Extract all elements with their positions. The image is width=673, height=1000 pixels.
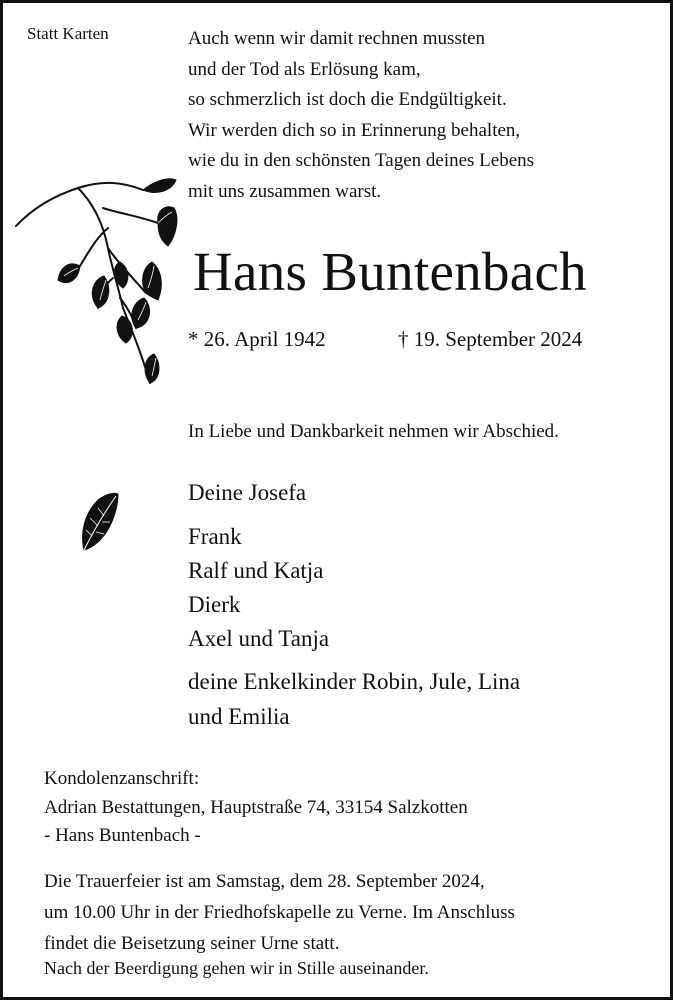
death-date: † 19. September 2024	[398, 327, 583, 351]
family-children	[188, 520, 329, 656]
family-spouse: Deine Josefa	[188, 480, 307, 505]
family-child: Frank	[188, 524, 242, 549]
birch-branch-icon	[8, 168, 183, 418]
poem-line: so schmerzlich ist doch die Endgültigkeit.	[188, 89, 507, 110]
poem-line: wie du in den schönsten Tagen deines Lebens	[188, 150, 535, 171]
family-grandchildren	[188, 664, 520, 734]
family-child: Ralf und Katja	[188, 558, 324, 583]
family-child: Dierk	[188, 592, 241, 617]
grandchildren-line: deine Enkelkinder Robin, Jule, Lina	[188, 669, 521, 694]
falling-leaf-icon	[78, 490, 120, 552]
poem-line: mit uns zusammen warst.	[188, 180, 382, 202]
poem	[188, 24, 534, 207]
service-line: findet die Beisetzung seiner Urne statt.	[44, 933, 340, 954]
birth-date: * 26. April 1942	[188, 327, 326, 351]
life-dates	[188, 327, 583, 352]
farewell-text: In Liebe und Dankbarkeit nehmen wir Abschied.	[188, 421, 559, 442]
poem-line: und der Tod als Erlösung kam,	[188, 58, 421, 80]
condolence-line: Kondolenzanschrift:	[44, 768, 200, 789]
condolence-address	[44, 765, 468, 851]
condolence-line: Adrian Bestattungen, Hauptstraße 74, 33154 Salzkotten	[44, 796, 468, 818]
grandchildren-line: und Emilia	[188, 704, 290, 729]
funeral-service-info	[44, 866, 515, 959]
family-child: Axel und Tanja	[188, 626, 330, 651]
condolence-line: - Hans Buntenbach -	[44, 825, 201, 846]
poem-line: Auch wenn wir damit rechnen mussten	[188, 28, 486, 49]
service-line: Die Trauerfeier ist am Samstag, dem 28. September 2024,	[44, 871, 485, 892]
closing-note: Nach der Beerdigung gehen wir in Stille auseinander.	[44, 958, 429, 978]
poem-line: Wir werden dich so in Erinnerung behalten,	[188, 119, 521, 141]
deceased-name: Hans Buntenbach	[193, 241, 587, 302]
service-line: um 10.00 Uhr in der Friedhofskapelle zu Verne. Im Anschluss	[44, 902, 515, 923]
statt-karten-label: Statt Karten	[27, 24, 109, 43]
